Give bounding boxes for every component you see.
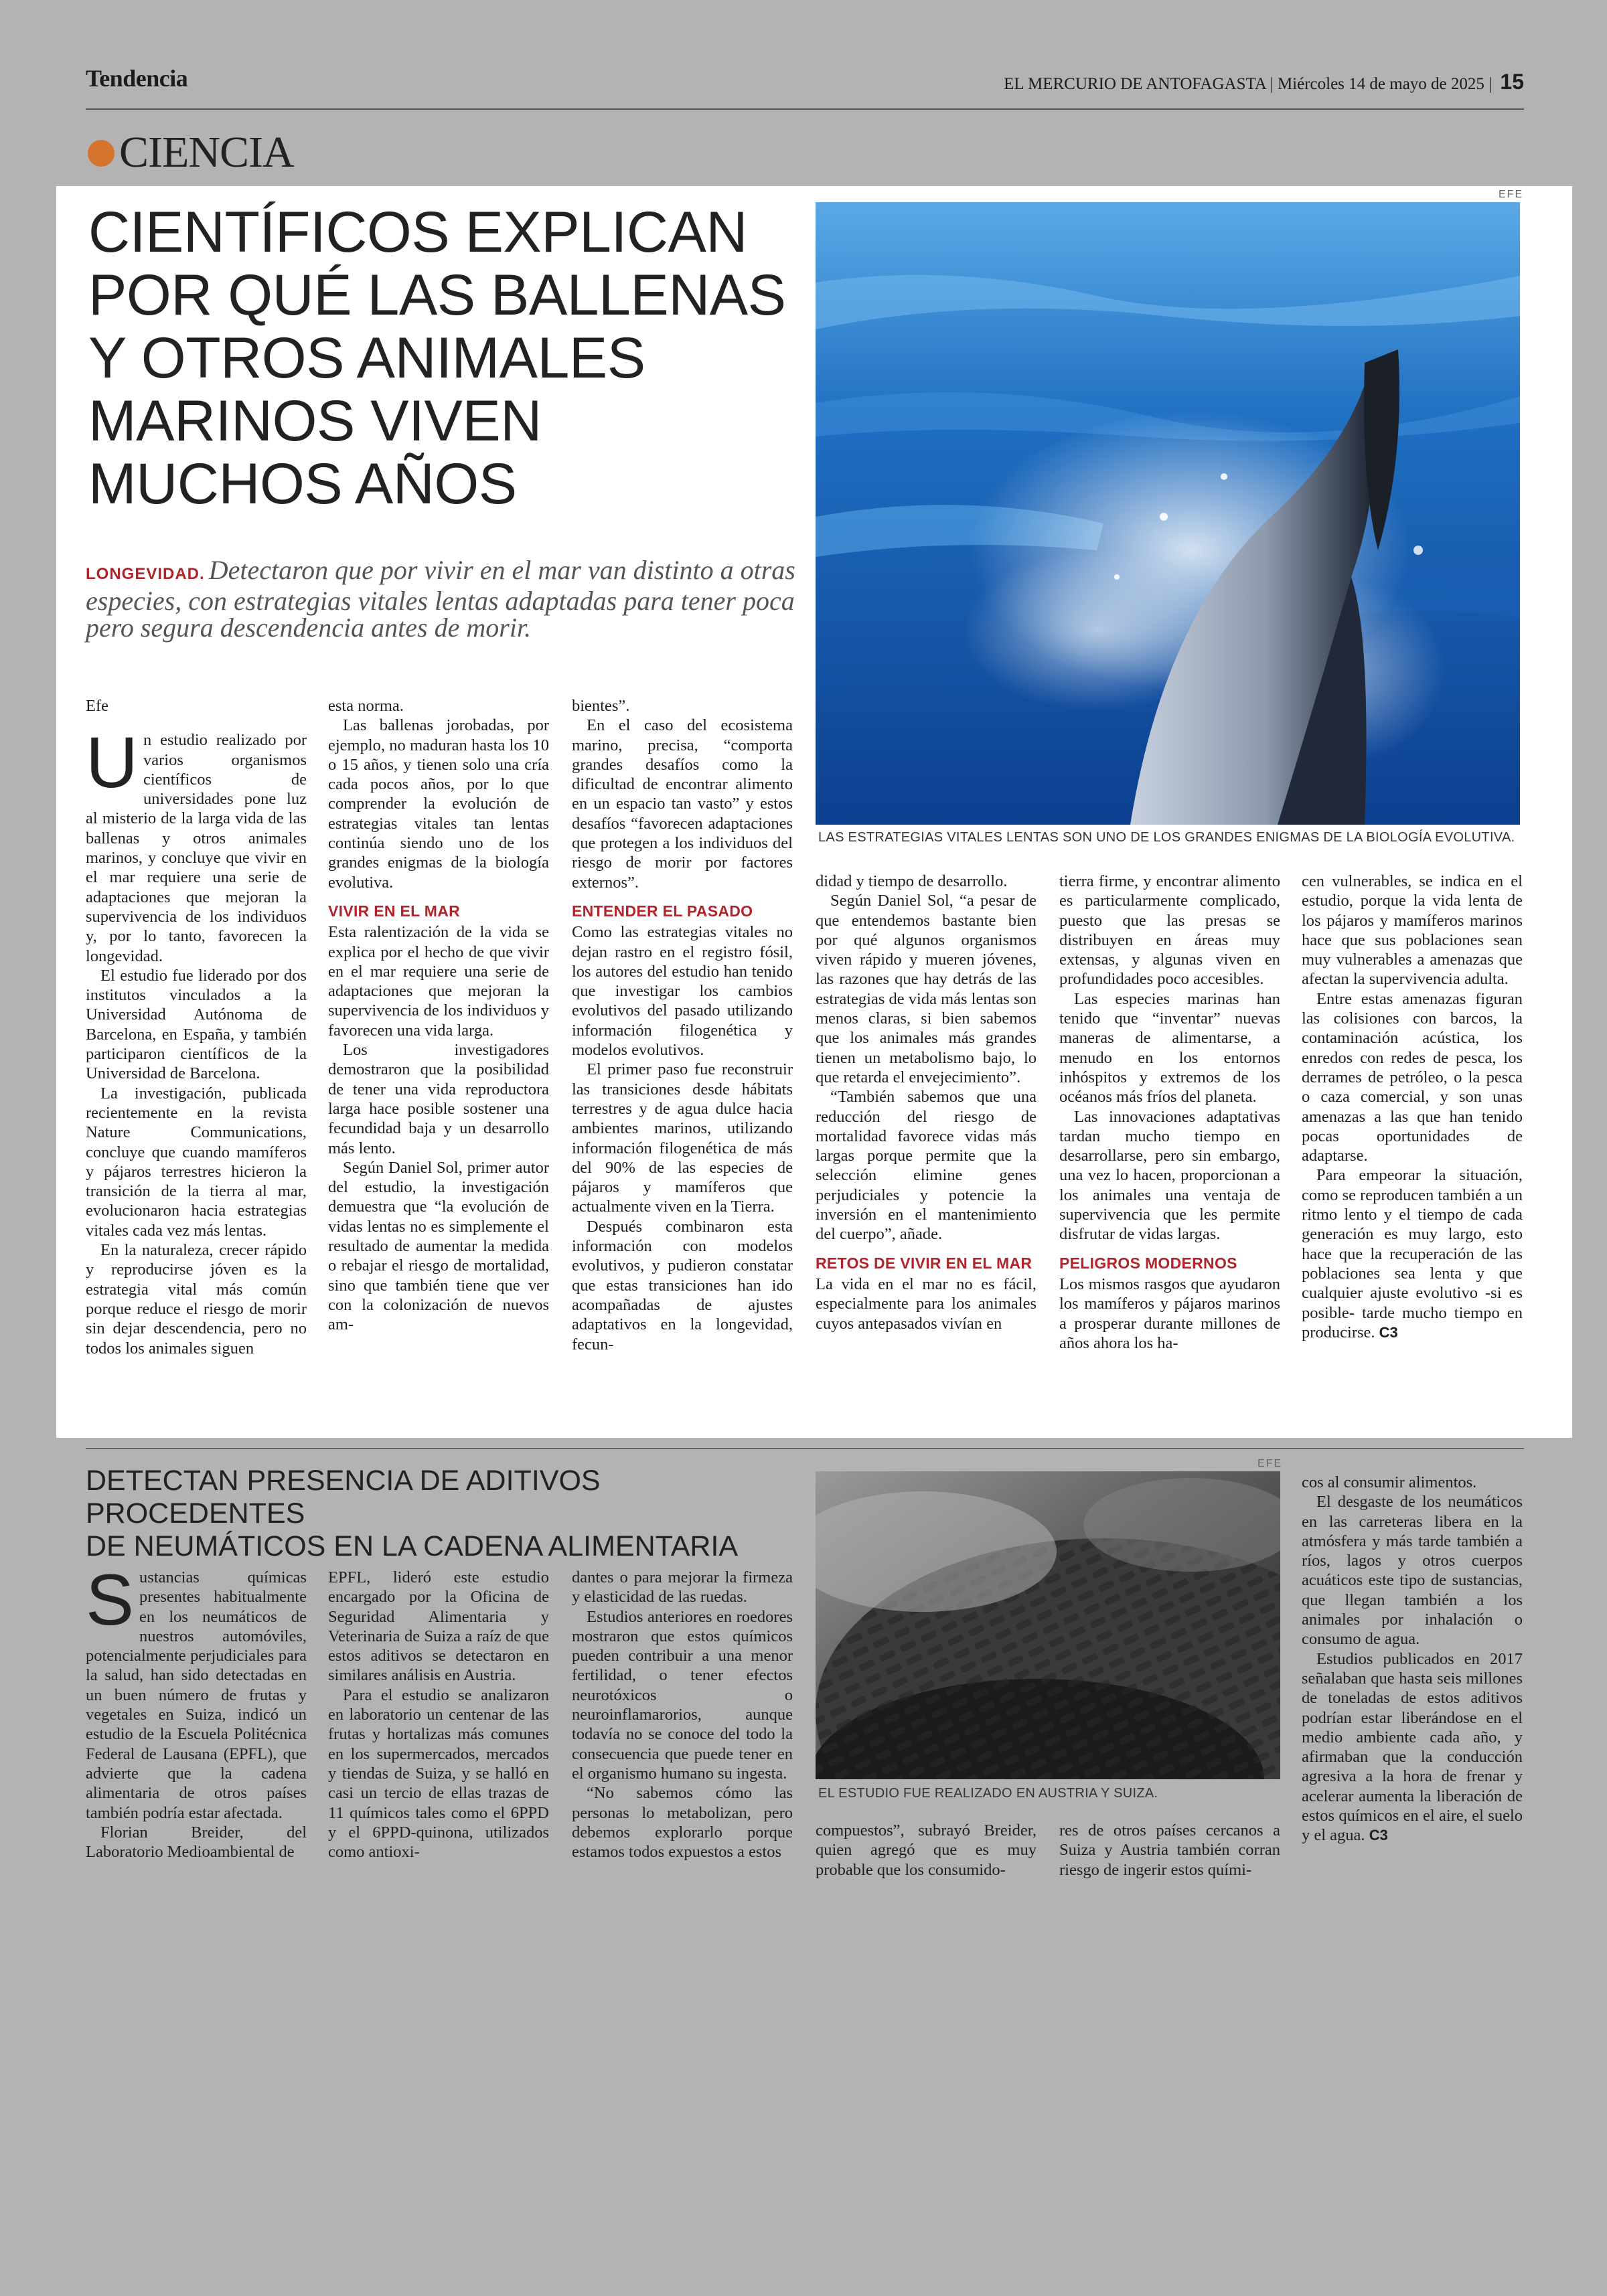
paragraph: Florian Breider, del Laboratorio Medioambiental de: [86, 1823, 307, 1862]
paragraph: compuestos”, subrayó Breider, quien agregó que es muy probable que los consumido-: [816, 1821, 1037, 1879]
paragraph: EPFL, lideró este estudio encargado por la Oficina de Seguridad Alimentaria y Veterinaria de Suiza a raíz de que estos aditivos se detectaron en similares análisis en Austria.: [328, 1568, 549, 1685]
paragraph: “No sabemos cómo las personas lo metabolizan, pero debemos explorarlo porque estamos todos expuestos a estos: [572, 1784, 793, 1862]
paragraph: La vida en el mar no es fácil, especialmente para los animales cuyos antepasados vivían en: [816, 1275, 1037, 1333]
dolphin-photo: [816, 202, 1520, 825]
section-name: Tendencia: [86, 65, 188, 92]
paragraph: tierra firme, y encontrar alimento es particularmente complicado, puesto que las presas se distribuyen en áreas muy extensas, y algunas viven en profundidades poco accesibles.: [1059, 872, 1280, 989]
photo-credit: EFE: [1499, 189, 1524, 200]
header-rule: [86, 108, 1524, 110]
paragraph-with-end-mark: [1302, 1165, 1523, 1342]
paragraph: Estudios anteriores en roedores mostraron que estos químicos pueden contribuir a una menor fertilidad, o tener efectos neurotóxicos o neuroinflamarorios, aunque todavía no se conoce del todo la consecuencia que puede tener en el organismo humano su ingesta.: [572, 1607, 793, 1783]
paragraph: Según Daniel Sol, “a pesar de que entendemos bastante bien por qué algunos organismos viven rápido y mueren jóvenes, las razones que hay detrás de las estrategias de vida más lentas son menos claras, si bien sabemos que los animales más grandes tienen un metabolismo bajo, lo que retarda el envejecimiento”.: [816, 892, 1037, 1086]
headline-line: MARINOS VIVEN: [88, 389, 542, 453]
lead-text: Detectaron que por vivir en el mar van distinto a otras especies, con estrategias vitales lentas adaptadas para tener poca pero segura descendencia antes de morir.: [86, 555, 795, 643]
paragraph: Las ballenas jorobadas, por ejemplo, no maduran hasta los 10 o 15 años, y tienen solo una cría cada pocos años, por lo que comprender la evolución de estrategias vitales tan lentas continúa siendo uno de los grandes enigmas de la biología evolutiva.: [328, 716, 549, 892]
subheading: VIVIR EN EL MAR: [328, 902, 461, 920]
tire-photo: [816, 1471, 1280, 1779]
headline-line: MUCHOS AÑOS: [88, 452, 517, 516]
paragraph: En la naturaleza, crecer rápido y reproducirse jóven es la estrategia vital más común porque reduce el riesgo de morir sin dejar descendencia, pero no todos los animales siguen: [86, 1241, 307, 1358]
dropcap: S: [86, 1559, 135, 1640]
end-mark: C3: [1369, 1827, 1388, 1844]
paragraph: Como las estrategias vitales no dejan rastro en el registro fósil, los autores del estudio han tenido que investigar los cambios evolutivos del pasado utilizando información filogenética y modelos evolutivos.: [572, 923, 793, 1060]
headline-line: DETECTAN PRESENCIA DE ADITIVOS PROCEDENTES: [86, 1465, 601, 1530]
article-column-5: [1059, 872, 1280, 1353]
main-lead: [86, 557, 809, 641]
newspaper-name: EL MERCURIO DE ANTOFAGASTA: [1004, 75, 1266, 93]
paragraph-text: Estudios publicados en 2017 señalaban que hasta seis millones de toneladas de estos aditivos podrían estar liberándose en el medio ambiente cada año, y afirmaban que la conducción agresiva a la hora de frenar y acelerar aumenta la liberación de estos químicos en el aire, el suelo y el agua.: [1302, 1649, 1523, 1845]
end-mark: C3: [1379, 1323, 1398, 1341]
paragraph: El primer paso fue reconstruir las transiciones desde hábitats terrestres y de agua dulce hacia ambientes marinos, utilizando información filogenética de más del 90% de las especies de pájaros y mamíferos que actualmente viven en la Tierra.: [572, 1060, 793, 1216]
second-column-1: [86, 1559, 307, 1862]
lead-kicker: LONGEVIDAD.: [86, 565, 205, 583]
first-paragraph: [86, 1559, 307, 1823]
paragraph: cen vulnerables, se indica en el estudio, porque la vida lenta de los pájaros y mamíferos marinos hace que sus poblaciones sean muy vulnerables a amenazas que afectan la supervivencia adulta.: [1302, 872, 1523, 989]
paragraph: Esta ralentización de la vida se explica por el hecho de que vivir en el mar requiere una serie de adaptaciones que mejoran la supervivencia de los individuos y favorecen una vida larga.: [328, 923, 549, 1040]
section-divider: [86, 1448, 1524, 1449]
headline-line: POR QUÉ LAS BALLENAS: [88, 263, 786, 327]
first-paragraph: [86, 722, 307, 966]
issue-date: | Miércoles 14 de mayo de 2025 |: [1270, 75, 1493, 93]
photo-credit: EFE: [1257, 1458, 1283, 1469]
second-column-3: [572, 1568, 793, 1862]
paragraph: didad y tiempo de desarrollo.: [816, 872, 1008, 890]
category-label: CIENCIA: [119, 128, 294, 177]
paragraph: Los investigadores demostraron que la posibilidad de tener una vida reproductora larga hace posible sostener una fecundidad baja y un desarrollo más lento.: [328, 1041, 549, 1157]
paragraph: Para el estudio se analizaron en laboratorio un centenar de las frutas y hortalizas más comunes en los supermercados, mercados y tiendas de Suiza, y se halló en casi un tercio de ellas trazas de 11 químicos tales como el 6PPD y el 6PPD-quinona, utilizados como antioxi-: [328, 1686, 549, 1862]
paragraph: Las especies marinas han tenido que “inventar” nuevas maneras de alimentarse, a menudo en los entornos inhóspitos y extremos de los océanos más fríos del planeta.: [1059, 989, 1280, 1106]
paragraph: “También sabemos que una reducción del riesgo de mortalidad favorece vidas más largas porque permite que la selección elimine genes perjudiciales y potencie la inversión en el mantenimiento del cuerpo”, añade.: [816, 1088, 1037, 1244]
paragraph: La investigación, publicada recientemente en la revista Nature Communications, concluye que cuando mamíferos y pájaros terrestres hicieron la transición de la tierra al mar, evolucionaron hacia estrategias vitales cada vez más lentas.: [86, 1084, 307, 1240]
main-headline: [88, 201, 818, 515]
photo-caption: LAS ESTRATEGIAS VITALES LENTAS SON UNO DE LOS GRANDES ENIGMAS DE LA BIOLOGÍA EVOLUTIVA.: [818, 830, 1515, 845]
headline-line: DE NEUMÁTICOS EN LA CADENA ALIMENTARIA: [86, 1530, 739, 1562]
paragraph: En el caso del ecosistema marino, precisa, “comporta grandes desafíos como la dificultad de encontrar alimento en un espacio tan vasto” y estos desafíos “favorecen adaptaciones que protegen a los individuos del riesgo de morir por factores externos”.: [572, 716, 793, 892]
paragraph: Después combinaron esta información con modelos evolutivos, y pudieron constatar que estas transiciones han ido acompañadas de ajustes adaptativos en la longevidad, fecun-: [572, 1217, 793, 1354]
article-column-3: [572, 696, 793, 1354]
article-column-2: [328, 696, 549, 1335]
category-dot-icon: [88, 140, 114, 167]
paragraph: Entre estas amenazas figuran las colisiones con barcos, la contaminación acústica, los enredos con redes de pesca, los derrames de petróleo, o la pesca o caza comercial, y son unas amenazas a las que han tenido pocas oportunidades de adaptarse.: [1302, 989, 1523, 1165]
article-column-4: [816, 872, 1037, 1333]
article-column-1: [86, 696, 307, 1358]
headline-line: Y OTROS ANIMALES: [88, 326, 645, 390]
paragraph: res de otros países cercanos a Suiza y Austria también corran riesgo de ingerir estos quími-: [1059, 1821, 1280, 1879]
second-column-2: [328, 1568, 549, 1862]
article-column-6: [1302, 872, 1523, 1342]
paragraph-text: Para empeorar la situación, como se reproducen también a un ritmo lento y el tiempo de cada generación es muy largo, esto hace que la recuperación de las poblaciones sea lenta y que cualquier ajuste evolutivo -si es posible- tarde mucho tiempo en producirse.: [1302, 1166, 1523, 1341]
paragraph-with-end-mark: [1302, 1649, 1523, 1846]
newspaper-meta: [1004, 70, 1524, 94]
paragraph: Las innovaciones adaptativas tardan mucho tiempo en desarrollarse, pero sin embargo, una vez lo hacen, proporcionan a los animales una ventaja de supervivencia que les permite disfrutar de vidas largas.: [1059, 1107, 1280, 1244]
second-column-6: [1302, 1473, 1523, 1846]
paragraph: El estudio fue liderado por dos institutos vinculados a la Universidad Autónoma de Barcelona, en España, y también participaron científicos de la Universidad de Barcelona.: [86, 966, 307, 1083]
byline: Efe: [86, 697, 108, 715]
paragraph: Según Daniel Sol, primer autor del estudio, la investigación demuestra que “la evolución de vidas lentas no es simplemente el resultado de aumentar la medida o rebajar el riesgo de mortalidad, sino que también tiene que ver con la colonización de nuevos am-: [328, 1158, 549, 1334]
paragraph-text: n estudio realizado por varios organismos científicos de universidades pone luz al misterio de la larga vida de las ballenas y otros animales marinos, y concluye que vivir en el mar requiere una serie de adaptaciones que mejoran la supervivencia de los individuos y, por lo tanto, favorecen la longevidad.: [86, 731, 307, 965]
subheading: RETOS DE VIVIR EN EL MAR: [816, 1254, 1032, 1272]
paragraph: Los mismos rasgos que ayudaron los mamíferos y pájaros marinos a prosperar durante millones de años ahora los ha-: [1059, 1275, 1280, 1352]
subheading: ENTENDER EL PASADO: [572, 902, 753, 920]
page-number: 15: [1500, 70, 1524, 94]
second-column-5: [1059, 1821, 1280, 1880]
paragraph-text: ustancias químicas presentes habitualmente en los neumáticos de nuestros automóviles, potencialmente perjudiciales para la salud, han sido detectadas en un buen número de frutas y vegetales en Suiza, indicó un estudio de la Escuela Politécnica Federal de Lausana (EPFL), que advierte que la cadena alimentaria de otros países también podría estar afectada.: [86, 1568, 307, 1822]
dropcap: U: [86, 722, 138, 803]
second-headline: [86, 1465, 822, 1563]
paragraph: dantes o para mejorar la firmeza y elasticidad de las ruedas.: [572, 1568, 793, 1607]
paragraph: bientes”.: [572, 697, 630, 715]
subheading: PELIGROS MODERNOS: [1059, 1254, 1237, 1272]
paragraph: El desgaste de los neumáticos en las carreteras libera en la atmósfera y más tarde también a ríos, lagos y otros cuerpos acuáticos este tipo de sustancias, que llegan también a los animales por inhalación o consumo de agua.: [1302, 1493, 1523, 1649]
paragraph: esta norma.: [328, 697, 404, 715]
photo-caption: EL ESTUDIO FUE REALIZADO EN AUSTRIA Y SUIZA.: [818, 1786, 1158, 1801]
second-column-4: [816, 1821, 1037, 1880]
headline-line: CIENTÍFICOS EXPLICAN: [88, 200, 747, 264]
paragraph: cos al consumir alimentos.: [1302, 1473, 1477, 1491]
